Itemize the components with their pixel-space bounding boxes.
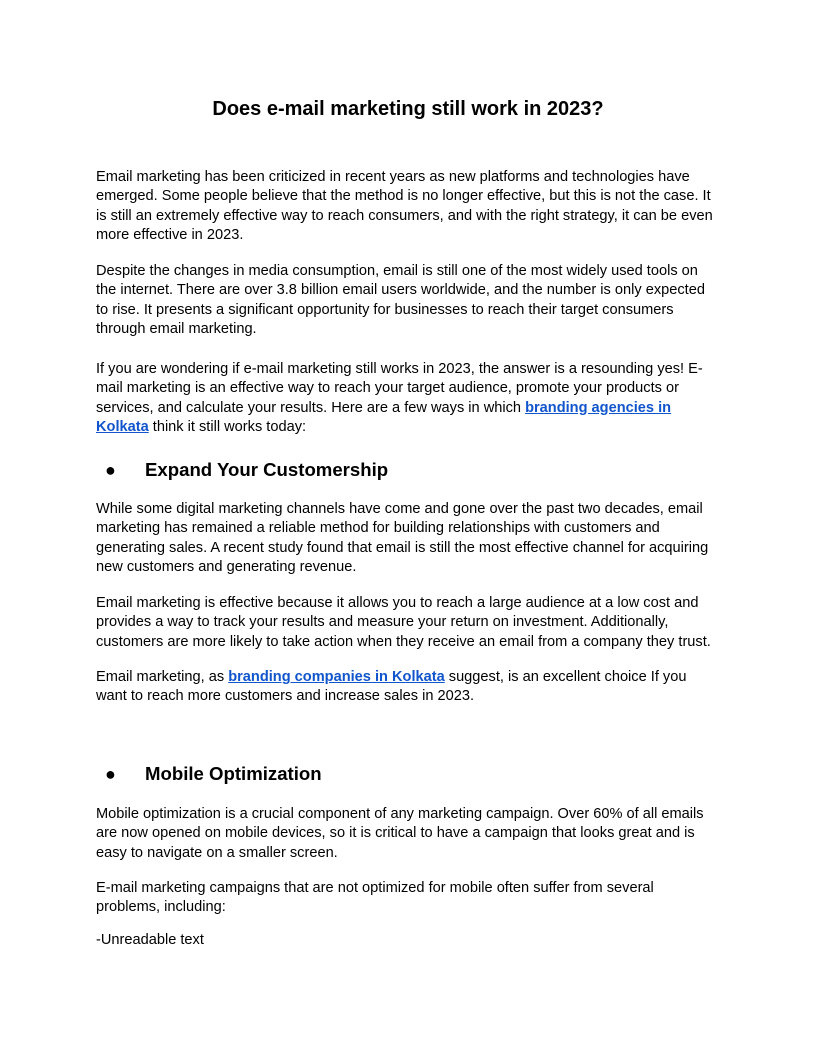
branding-companies-link[interactable]: branding companies in Kolkata [228,669,445,685]
intro-paragraph-3 [96,360,720,438]
section1-paragraph-3-text-after: suggest, is an excellent choice If you want to reach more customers and increase sales in 2023. [96,669,687,705]
section-heading-text: Expand Your Customership [145,459,389,480]
bullet-icon: ● [105,460,116,480]
section-heading-mobile-optimization [105,761,705,787]
intro-paragraph-3-text-after: think it still works today: [148,419,307,436]
section2-paragraph-3: -Unreadable text [96,932,204,948]
section-heading-text: Mobile Optimization [145,763,322,784]
branding-agencies-link[interactable]: branding agencies in Kolkata [96,399,672,436]
section2-paragraph-1: Mobile optimization is a crucial component of any marketing campaign. Over 60% of all emails are now opened on mobile devices, so it is critical to have a campaign that looks great and is easy to navigate on a smaller screen. [96,806,704,861]
section1-paragraph-3 [96,668,720,707]
section1-paragraph-2: Email marketing is effective because it allows you to reach a large audience at a low cost and provides a way to track your results and measure your return on investment. Additionally, customers are more likely to take action when they receive an email from a company they trust. [96,595,711,650]
page-title: Does e-mail marketing still work in 2023? [212,98,604,120]
intro-paragraph-3-text-before: If you are wondering if e-mail marketing still works in 2023, the answer is a resounding yes! E-mail marketing is an effective way to reach your target audience, promote your products or services, and calculate your results. Here are a few ways in which [96,361,703,416]
bullet-icon: ● [105,764,116,784]
intro-paragraph-2: Despite the changes in media consumption, email is still one of the most widely used tools on the internet. There are over 3.8 billion email users worldwide, and the number is only expected to rise. It presents a significant opportunity for businesses to reach their target consumers through email marketing. [96,263,705,338]
section2-paragraph-2: E-mail marketing campaigns that are not optimized for mobile often suffer from several problems, including: [96,880,654,916]
section1-paragraph-3-text-before: Email marketing, as [96,669,229,685]
section1-paragraph-1: While some digital marketing channels have come and gone over the past two decades, email marketing has remained a reliable method for building relationships with customers and generating sales. A recent study found that email is still the most effective channel for acquiring new customers and generating revenue. [96,501,709,576]
intro-paragraph-1: Email marketing has been criticized in recent years as new platforms and technologies have emerged. Some people believe that the method is no longer effective, but this is not the case. It is still an extremely effective way to reach consumers, and with the right strategy, it can be even more effective in 2023. [96,169,713,244]
section-heading-expand-customership [105,457,705,483]
